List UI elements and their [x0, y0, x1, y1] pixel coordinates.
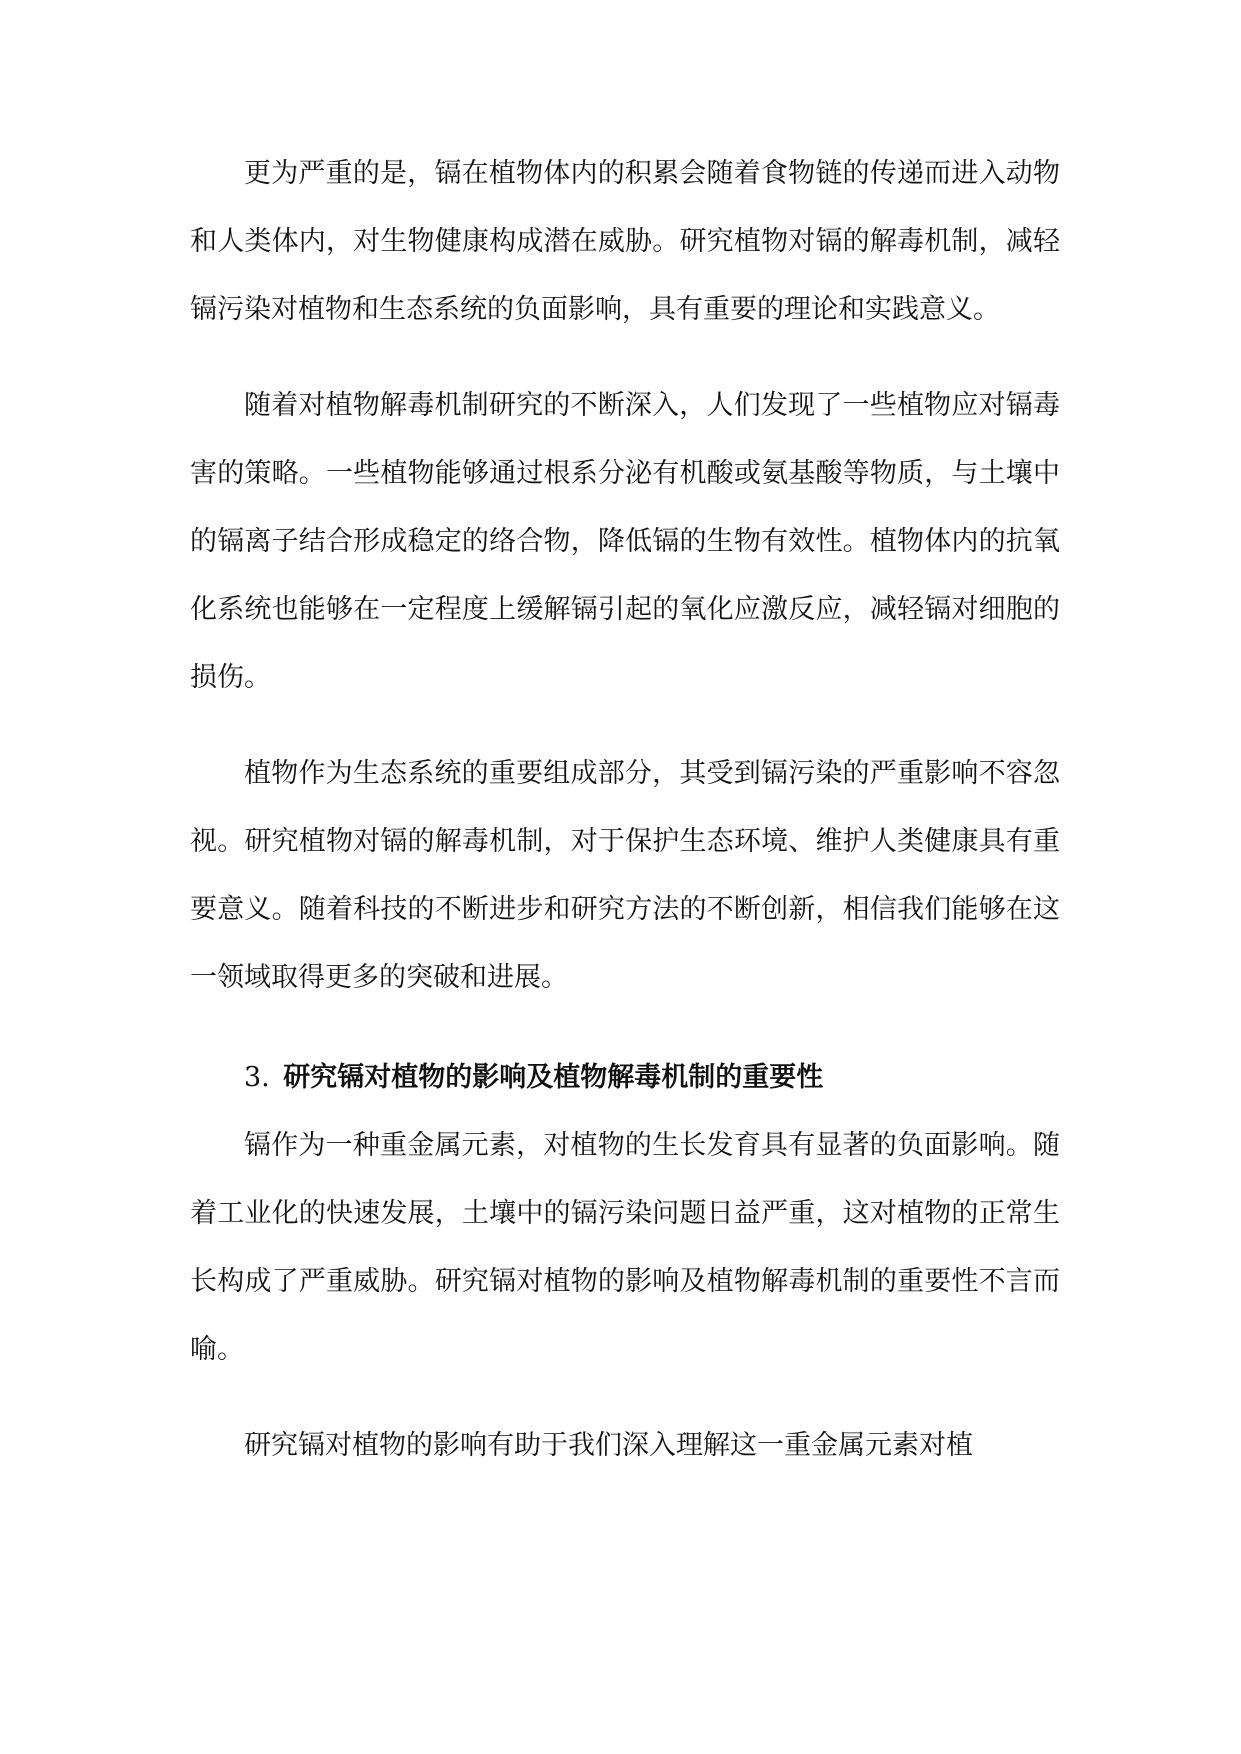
section-title: 研究镉对植物的影响及植物解毒机制的重要性 [283, 1062, 824, 1093]
section-number: 3. [244, 1062, 270, 1093]
section-heading [190, 1044, 1060, 1112]
paragraph-cadmium-effects: 镉作为一种重金属元素，对植物的生长发育具有显著的负面影响。随着工业化的快速发展，土壤中的镉污染问题日益严重，这对植物的正常生长构成了严重威胁。研究镉对植物的影响及植物解毒机制的重要性不言而喻。 [190, 1130, 1060, 1365]
paragraph-spacer [190, 344, 1060, 372]
paragraph-detox-strategies: 随着对植物解毒机制研究的不断深入，人们发现了一些植物应对镉毒害的策略。一些植物能够通过根系分泌有机酸或氨基酸等物质，与土壤中的镉离子结合形成稳定的络合物，降低镉的生物有效性。植物体内的抗氧化系统也能够在一定程度上缓解镉引起的氧化应激反应，减轻镉对细胞的损伤。 [190, 390, 1060, 693]
paragraph-cadmium-food-chain: 更为严重的是，镉在植物体内的积累会随着食物链的传递而进入动物和人类体内，对生物健康构成潜在威胁。研究植物对镉的解毒机制，减轻镉污染对植物和生态系统的负面影响，具有重要的理论和实践意义。 [190, 158, 1060, 325]
paragraph-spacer [190, 1384, 1060, 1412]
paragraph-research-significance: 研究镉对植物的影响有助于我们深入理解这一重金属元素对植 [244, 1430, 973, 1461]
document-body [190, 140, 1060, 1480]
paragraph-ecosystem-importance: 植物作为生态系统的重要组成部分，其受到镉污染的严重影响不容忽视。研究植物对镉的解毒机制，对于保护生态环境、维护人类健康具有重要意义。随着科技的不断进步和研究方法的不断创新，相信我们能够在这一领域取得更多的突破和进展。 [190, 758, 1060, 993]
paragraph-spacer [190, 712, 1060, 740]
